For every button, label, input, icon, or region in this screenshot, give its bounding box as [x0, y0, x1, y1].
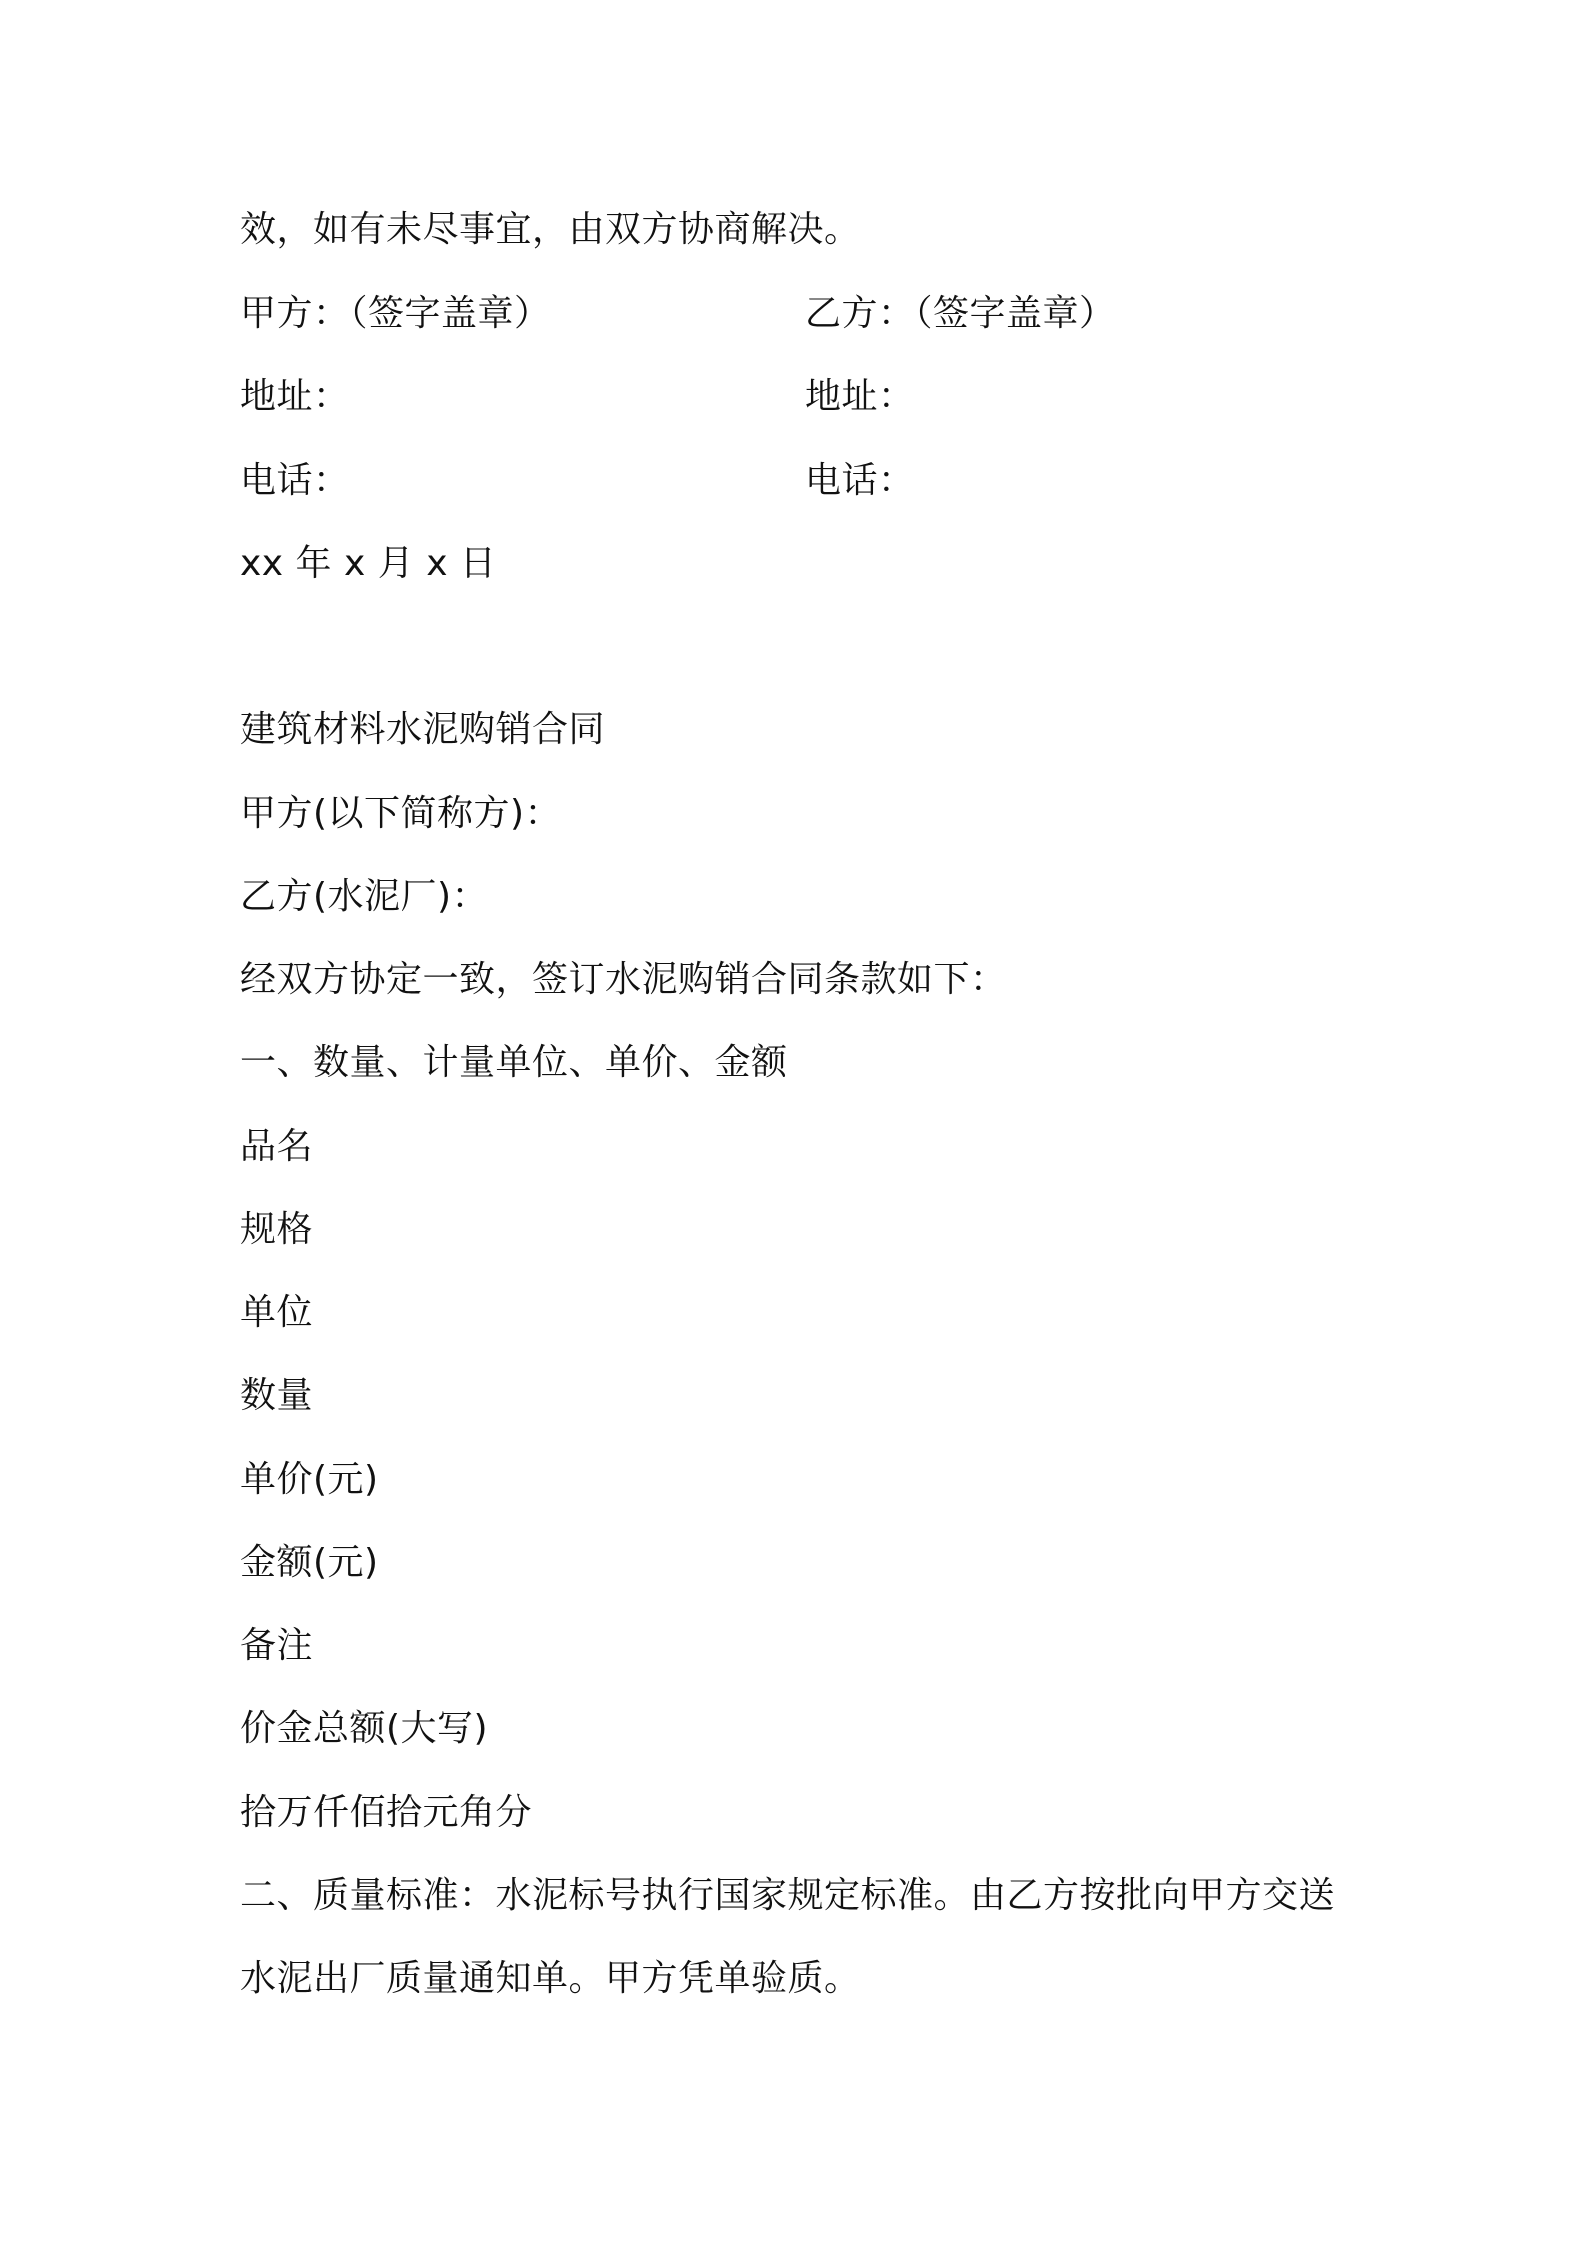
party-b-signature-label: 乙方：（签字盖章） — [805, 293, 1116, 334]
field-amount-units: 拾万仟佰拾元角分 — [240, 1792, 533, 1833]
field-unit-price: 单价(元) — [240, 1459, 379, 1500]
field-quantity: 数量 — [240, 1375, 314, 1416]
preceding-clause-fragment: 效，如有未尽事宜，由双方协商解决。 — [240, 209, 861, 250]
field-remarks: 备注 — [240, 1625, 314, 1666]
party-a-signature-label: 甲方：（签字盖章） — [240, 293, 551, 334]
contract-intro: 经双方协定一致，签订水泥购销合同条款如下： — [240, 959, 1007, 1000]
party-b-phone-label: 电话： — [805, 460, 915, 501]
field-amount: 金额(元) — [240, 1542, 379, 1583]
section-2-line-2: 水泥出厂质量通知单。甲方凭单验质。 — [240, 1958, 861, 1999]
field-product-name: 品名 — [240, 1126, 314, 1167]
contract-party-a: 甲方(以下简称方)： — [240, 793, 562, 834]
contract-party-b: 乙方(水泥厂)： — [240, 876, 489, 917]
party-a-phone-label: 电话： — [240, 460, 350, 501]
party-b-address-label: 地址： — [805, 376, 915, 417]
field-specification: 规格 — [240, 1209, 314, 1250]
section-2-line-1: 二、质量标准：水泥标号执行国家规定标准。由乙方按批向甲方交送 — [240, 1875, 1336, 1916]
section-1-heading: 一、数量、计量单位、单价、金额 — [240, 1042, 788, 1083]
field-unit: 单位 — [240, 1292, 314, 1333]
field-total-amount-uppercase: 价金总额(大写) — [240, 1708, 489, 1749]
contract-title: 建筑材料水泥购销合同 — [240, 709, 606, 750]
signature-date: xx 年 x 月 x 日 — [240, 543, 497, 584]
party-a-address-label: 地址： — [240, 376, 350, 417]
